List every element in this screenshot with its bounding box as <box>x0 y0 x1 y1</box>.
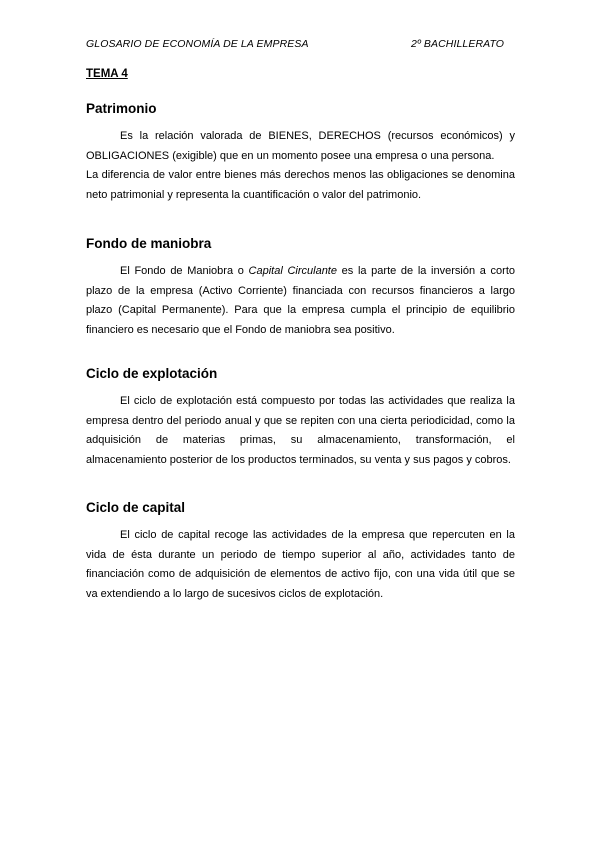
section-title: Fondo de maniobra <box>86 236 212 251</box>
section-title: Patrimonio <box>86 101 157 116</box>
header-title: GLOSARIO DE ECONOMÍA DE LA EMPRESA <box>86 38 309 50</box>
section-paragraph: El ciclo de explotación está compuesto por todas las actividades que realiza la empresa dentro del periodo anual y que se repiten con una cierta periodicidad, como la adquisición de materias primas, su almacenamiento, transformación, el almacenamiento posterior de los productos terminados, su venta y sus pagos y cobros. <box>86 395 515 466</box>
section-ciclo-de-explotacion <box>86 366 515 470</box>
header-course: 2º BACHILLERATO <box>411 38 505 50</box>
paragraph-text: es la parte de la inversión a corto plazo de la empresa (Activo Corriente) financiada con recursos financieros a largo plazo (Capital Permanente). Para que la empresa cumpla el principio de equilibrio financiero es necesario que el Fondo de maniobra sea positivo. <box>86 265 515 336</box>
section-paragraph: El ciclo de capital recoge las actividades de la empresa que repercuten en la vida de ésta durante un periodo de tiempo superior al año, actividades tanto de financiación como de adquisición de elementos de activo fijo, con una vida útil que se va extendiendo a lo largo de sucesivos ciclos de explotación. <box>86 529 515 600</box>
emphasized-term: Capital Circulante <box>248 265 337 277</box>
section-paragraph: La diferencia de valor entre bienes más derechos menos las obligaciones se denomina neto patrimonial y representa la cuantificación o valor del patrimonio. <box>86 169 515 201</box>
section-patrimonio <box>86 101 515 205</box>
section-paragraph: Es la relación valorada de BIENES, DERECHOS (recursos económicos) y OBLIGACIONES (exigible) que en un momento posee una empresa o una persona. <box>86 130 515 162</box>
section-ciclo-de-capital <box>86 500 515 604</box>
section-title: Ciclo de explotación <box>86 366 218 381</box>
section-fondo-de-maniobra <box>86 236 515 340</box>
paragraph-text: El Fondo de Maniobra o <box>120 265 249 277</box>
topic-heading: TEMA 4 <box>86 68 128 80</box>
section-title: Ciclo de capital <box>86 500 186 515</box>
section-paragraph <box>86 262 515 340</box>
